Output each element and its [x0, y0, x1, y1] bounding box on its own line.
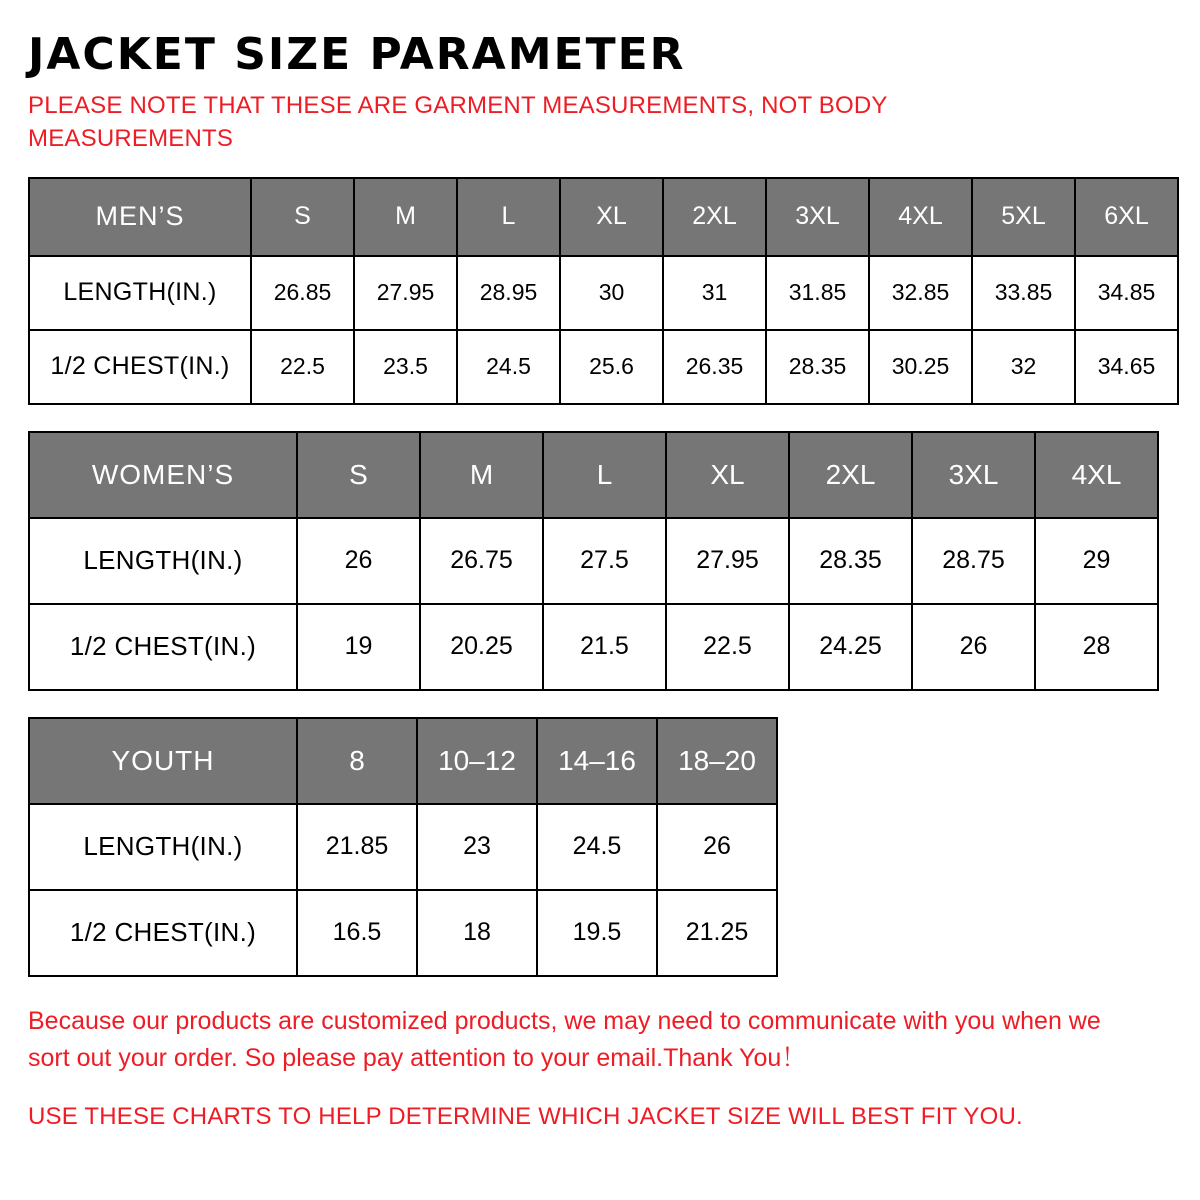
youth-size-header: 10–12 [417, 718, 537, 804]
mens-size-header: M [354, 178, 457, 256]
table-cell: 34.65 [1075, 330, 1178, 404]
customization-note: Because our products are customized products, we may need to communicate with you when we sort out your order. So please pay attention to your email.Thank You！ [28, 1006, 1101, 1073]
table-header-row [29, 432, 1158, 518]
table-cell: 22.5 [251, 330, 354, 404]
table-cell: 25.6 [560, 330, 663, 404]
row-label: LENGTH(IN.) [29, 804, 297, 890]
womens-size-header: L [543, 432, 666, 518]
table-row [29, 890, 777, 976]
table-cell: 27.5 [543, 518, 666, 604]
table-cell: 19 [297, 604, 420, 690]
table-row [29, 804, 777, 890]
table-cell: 28 [1035, 604, 1158, 690]
table-cell: 26 [912, 604, 1035, 690]
table-cell: 28.95 [457, 256, 560, 330]
table-row [29, 518, 1158, 604]
youth-size-header: 8 [297, 718, 417, 804]
table-cell: 30 [560, 256, 663, 330]
womens-size-header: 2XL [789, 432, 912, 518]
table-cell: 26.75 [420, 518, 543, 604]
table-cell: 24.25 [789, 604, 912, 690]
youth-size-header: 14–16 [537, 718, 657, 804]
mens-size-header: 6XL [1075, 178, 1178, 256]
table-cell: 34.85 [1075, 256, 1178, 330]
table-cell: 27.95 [354, 256, 457, 330]
page-title: JACKET SIZE PARAMETER [28, 29, 686, 80]
table-cell: 32.85 [869, 256, 972, 330]
table-cell: 29 [1035, 518, 1158, 604]
womens-size-header: XL [666, 432, 789, 518]
table-cell: 32 [972, 330, 1075, 404]
mens-size-header: S [251, 178, 354, 256]
womens-size-header: M [420, 432, 543, 518]
table-cell: 20.25 [420, 604, 543, 690]
mens-size-header: 5XL [972, 178, 1075, 256]
table-cell: 24.5 [457, 330, 560, 404]
womens-size-header: 3XL [912, 432, 1035, 518]
mens-size-header: 2XL [663, 178, 766, 256]
table-header-row [29, 178, 1178, 256]
table-cell: 31.85 [766, 256, 869, 330]
row-label: LENGTH(IN.) [29, 518, 297, 604]
row-label: 1/2 CHEST(IN.) [29, 604, 297, 690]
table-cell: 26.85 [251, 256, 354, 330]
table-cell: 18 [417, 890, 537, 976]
youth-category-label: YOUTH [29, 718, 297, 804]
row-label: 1/2 CHEST(IN.) [29, 890, 297, 976]
table-cell: 28.35 [766, 330, 869, 404]
table-cell: 19.5 [537, 890, 657, 976]
mens-size-header: 4XL [869, 178, 972, 256]
table-cell: 28.75 [912, 518, 1035, 604]
table-cell: 16.5 [297, 890, 417, 976]
table-cell: 31 [663, 256, 766, 330]
mens-size-header: L [457, 178, 560, 256]
youth-size-table [28, 717, 778, 977]
table-cell: 21.85 [297, 804, 417, 890]
youth-size-header: 18–20 [657, 718, 777, 804]
mens-category-label: MEN’S [29, 178, 251, 256]
table-cell: 33.85 [972, 256, 1075, 330]
womens-size-header: S [297, 432, 420, 518]
table-cell: 21.25 [657, 890, 777, 976]
chart-usage-note: USE THESE CHARTS TO HELP DETERMINE WHICH JACKET SIZE WILL BEST FIT YOU. [28, 1102, 1023, 1130]
table-cell: 22.5 [666, 604, 789, 690]
table-cell: 27.95 [666, 518, 789, 604]
table-row [29, 256, 1178, 330]
table-cell: 23 [417, 804, 537, 890]
table-cell: 26.35 [663, 330, 766, 404]
table-cell: 26 [297, 518, 420, 604]
table-cell: 26 [657, 804, 777, 890]
table-row [29, 604, 1158, 690]
womens-size-header: 4XL [1035, 432, 1158, 518]
womens-size-table [28, 431, 1159, 691]
table-header-row [29, 718, 777, 804]
table-cell: 23.5 [354, 330, 457, 404]
garment-measurement-note: PLEASE NOTE THAT THESE ARE GARMENT MEASUREMENTS, NOT BODY MEASUREMENTS [28, 92, 888, 152]
table-cell: 28.35 [789, 518, 912, 604]
table-cell: 24.5 [537, 804, 657, 890]
mens-size-header: XL [560, 178, 663, 256]
table-cell: 21.5 [543, 604, 666, 690]
table-cell: 30.25 [869, 330, 972, 404]
table-row [29, 330, 1178, 404]
mens-size-table [28, 177, 1179, 405]
row-label: LENGTH(IN.) [29, 256, 251, 330]
womens-category-label: WOMEN’S [29, 432, 297, 518]
mens-size-header: 3XL [766, 178, 869, 256]
row-label: 1/2 CHEST(IN.) [29, 330, 251, 404]
